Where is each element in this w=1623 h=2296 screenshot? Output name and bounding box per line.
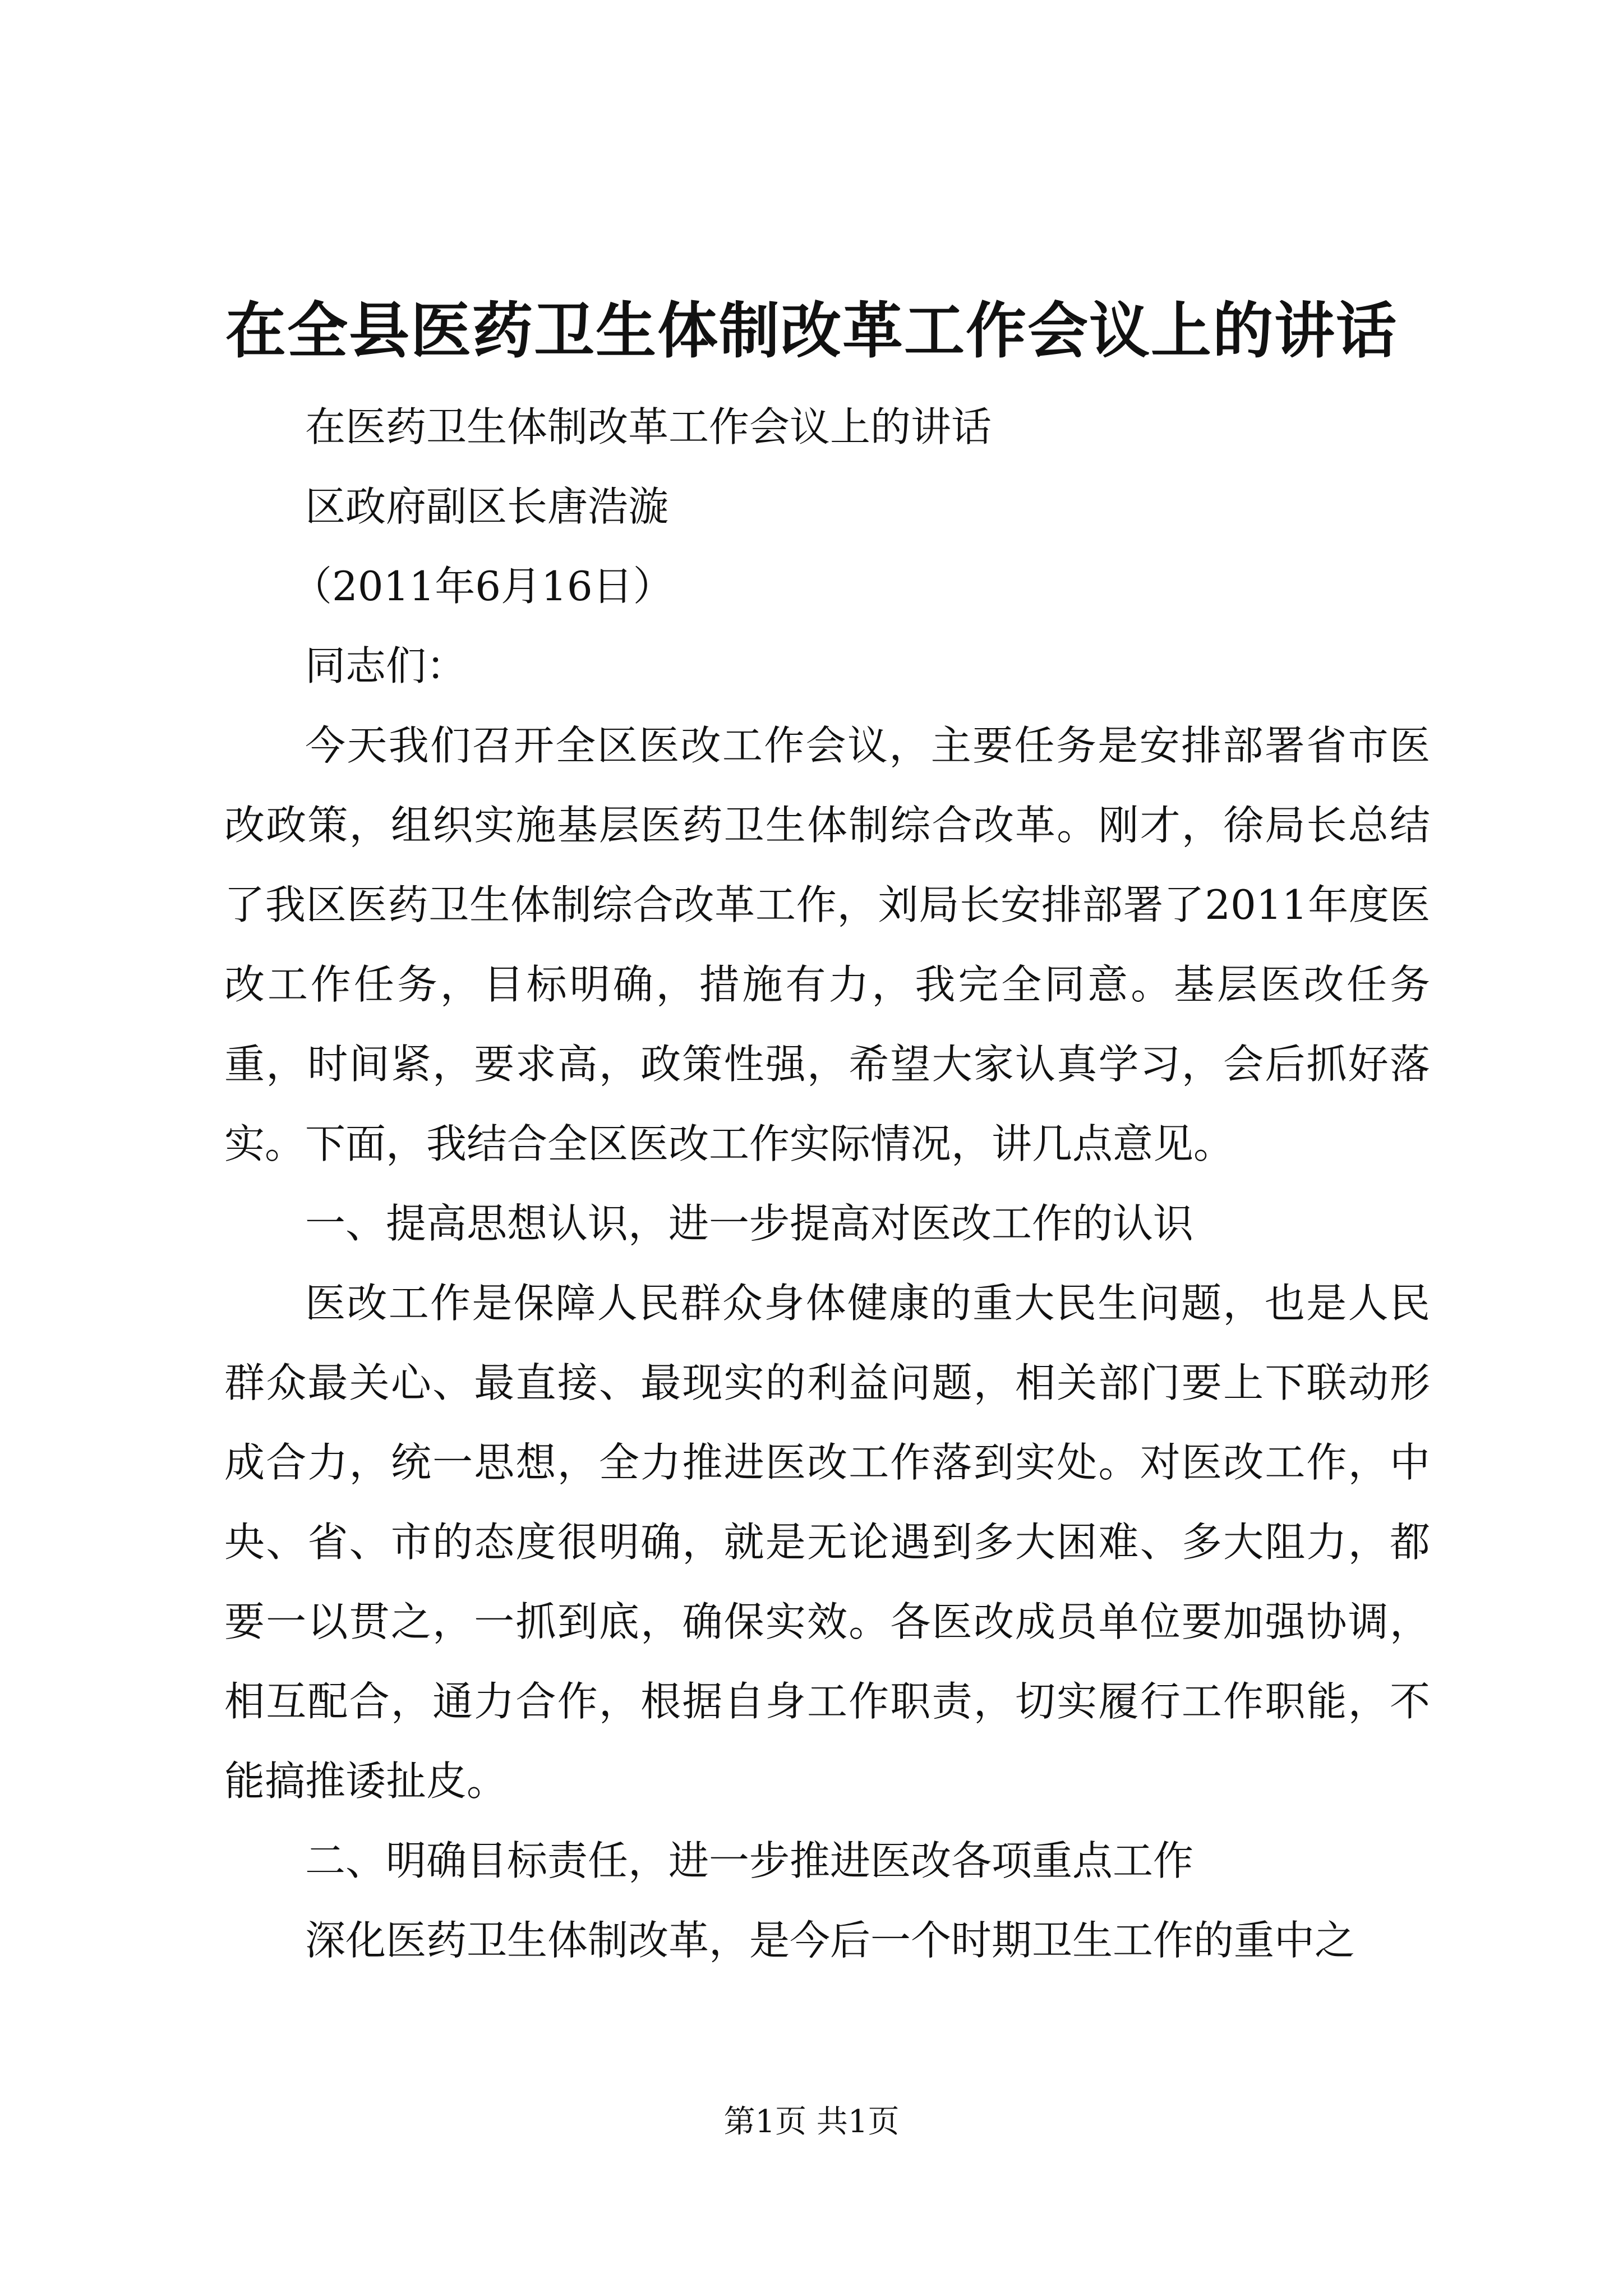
body-paragraph: 深化医药卫生体制改革，是今后一个时期卫生工作的重中之 bbox=[305, 1917, 1355, 1964]
speaker-paragraph: 区政府副区长唐浩漩 bbox=[305, 483, 669, 530]
document-title: 在全县医药卫生体制改革工作会议上的讲话 bbox=[225, 296, 1398, 366]
page-number: 第1页 共1页 bbox=[723, 2104, 900, 2140]
body-paragraph: 今天我们召开全区医改工作会议，主要任务是安排部署省市医改政策，组织实施基层医药卫生体制综合改革。刚才，徐局长总结了我区医药卫生体制综合改革工作，刘局长安排部署了2011年度医改工作任务，目标明确，措施有力，我完全同意。基层医改任务重，时间紧，要求高，政策性强，希望大家认真学习，会后抓好落实。下面，我结合全区医改工作实际情况，讲几点意见。 bbox=[224, 722, 1430, 1167]
section-heading: 二、明确目标责任，进一步推进医改各项重点工作 bbox=[305, 1837, 1194, 1884]
date-paragraph: （2011年6月16日） bbox=[292, 563, 674, 610]
body-paragraph: 医改工作是保障人民群众身体健康的重大民生问题，也是人民群众最关心、最直接、最现实的利益问题，相关部门要上下联动形成合力，统一思想，全力推进医改工作落到实处。对医改工作，中央、省、市的态度很明确，就是无论遇到多大困难、多大阻力，都要一以贯之，一抓到底，确保实效。各医改成员单位要加强协调，相互配合，通力合作，根据自身工作职责，切实履行工作职能，不能搞推诿扯皮。 bbox=[224, 1280, 1430, 1805]
salutation-paragraph: 同志们： bbox=[305, 642, 467, 689]
document-body bbox=[224, 387, 1430, 1980]
section-heading: 一、提高思想认识，进一步提高对医改工作的认识 bbox=[305, 1200, 1194, 1247]
subtitle-paragraph: 在医药卫生体制改革工作会议上的讲话 bbox=[305, 403, 992, 450]
